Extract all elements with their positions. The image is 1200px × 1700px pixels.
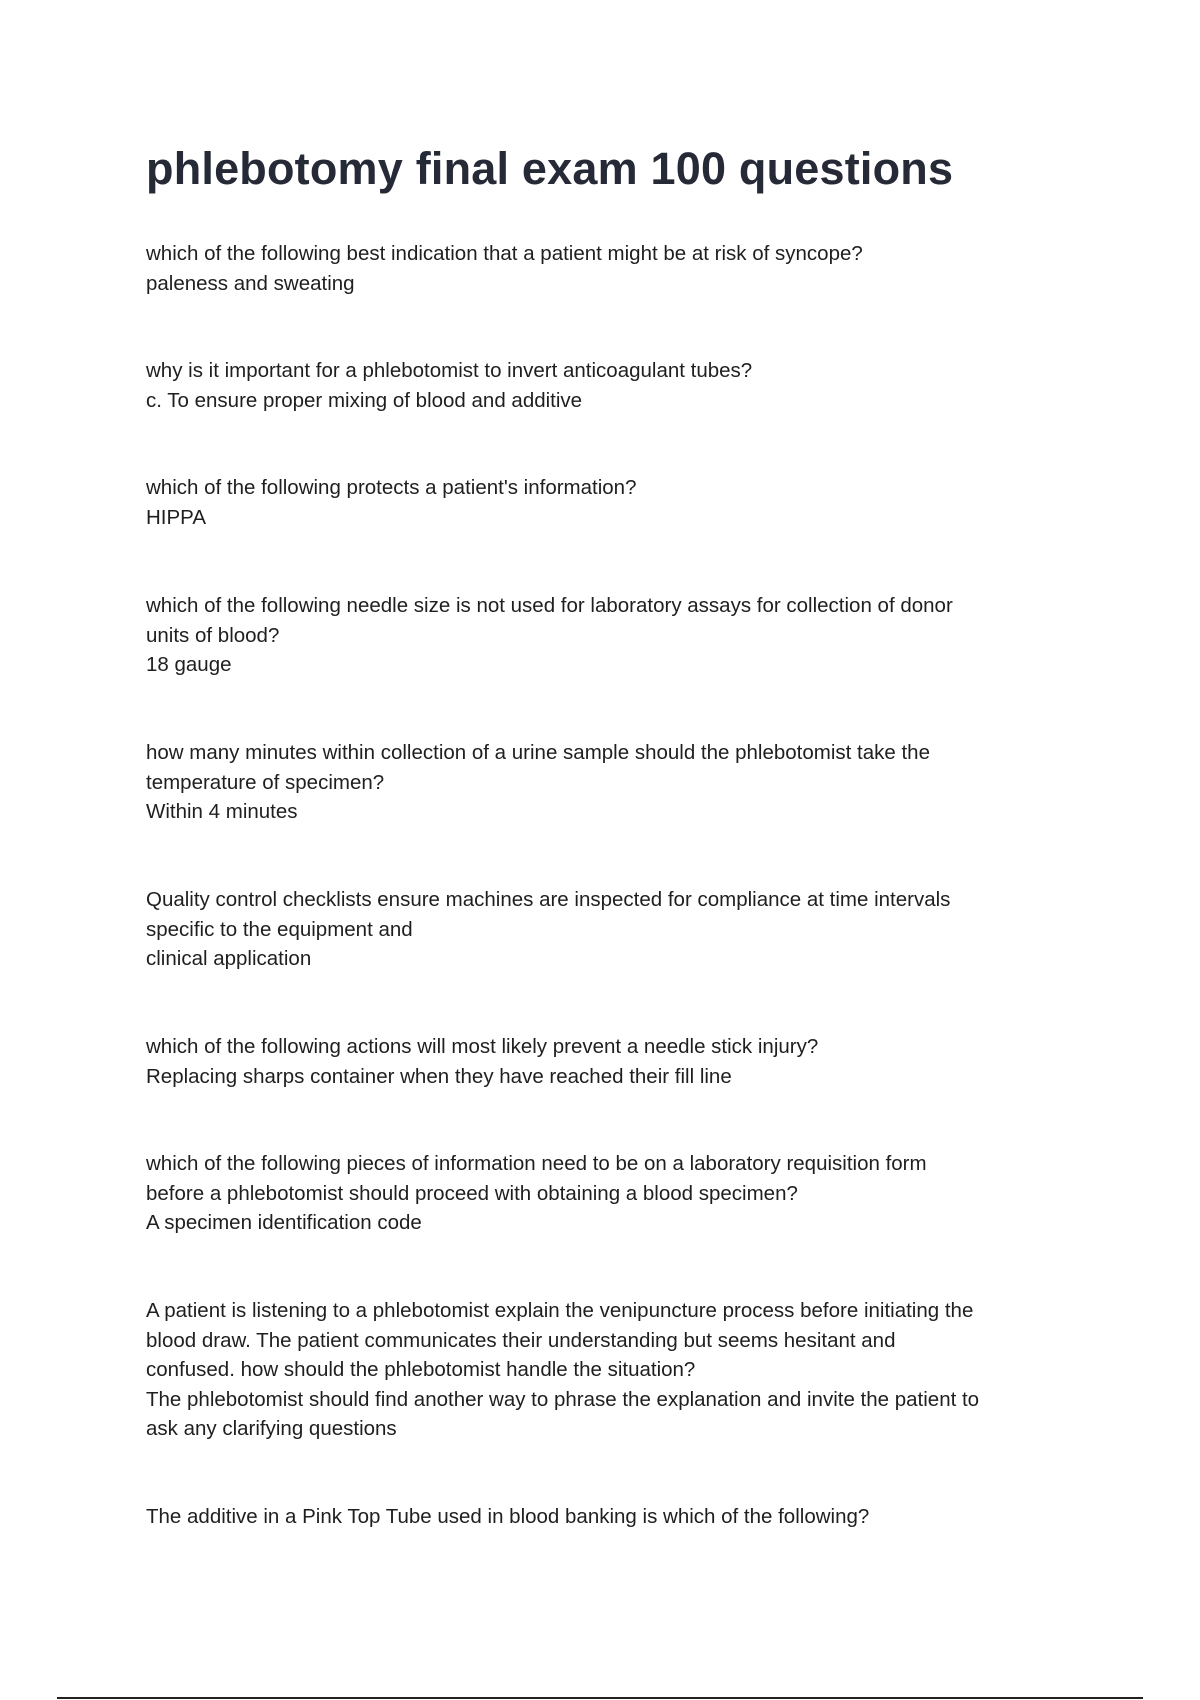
answer-text: c. To ensure proper mixing of blood and additive <box>146 388 583 412</box>
question-text: which of the following needle size is not used for laboratory assays for collection of donor units of blood? <box>146 594 953 647</box>
qa-item <box>146 1502 1066 1532</box>
question-text: which of the following actions will most likely prevent a needle stick injury? <box>146 1035 819 1058</box>
answer-text: clinical application <box>146 947 312 970</box>
question-text: why is it important for a phlebotomist to invert anticoagulant tubes? <box>146 359 753 382</box>
qa-item <box>146 885 1066 974</box>
answer-text: Within 4 minutes <box>146 800 298 823</box>
question-text: which of the following best indication that a patient might be at risk of syncope? <box>146 242 863 265</box>
answer-text: Replacing sharps container when they have reached their fill line <box>146 1064 732 1088</box>
question-text: which of the following protects a patient's information? <box>146 476 637 499</box>
question-text: which of the following pieces of information need to be on a laboratory requisition form before a phlebotomist should proceed with obtaining a blood specimen? <box>146 1152 927 1205</box>
qa-item <box>146 1149 1066 1238</box>
answer-text: HIPPA <box>146 505 206 529</box>
qa-item <box>146 356 1066 415</box>
qa-item <box>146 1296 1066 1444</box>
question-text: Quality control checklists ensure machines are inspected for compliance at time intervals specific to the equipment and <box>146 888 951 941</box>
answer-text: The phlebotomist should find another way to phrase the explanation and invite the patient to ask any clarifying questions <box>146 1387 980 1440</box>
qa-item <box>146 738 1066 827</box>
question-text: The additive in a Pink Top Tube used in blood banking is which of the following? <box>146 1505 870 1528</box>
document-title: phlebotomy final exam 100 questions <box>146 143 954 194</box>
qa-item <box>146 239 1066 298</box>
answer-text: 18 gauge <box>146 653 232 676</box>
answer-text: A specimen identification code <box>146 1211 422 1234</box>
qa-item <box>146 1032 1066 1091</box>
page-bottom-rule <box>57 1697 1143 1699</box>
question-text: A patient is listening to a phlebotomist explain the venipuncture process before initiating the blood draw. The patient communicates their understanding but seems hesitant and confused. how should the phlebotomist handle the situation? <box>146 1299 974 1381</box>
qa-item <box>146 591 1066 680</box>
answer-text: paleness and sweating <box>146 271 355 295</box>
qa-item <box>146 473 1066 532</box>
question-text: how many minutes within collection of a urine sample should the phlebotomist take the temperature of specimen? <box>146 741 930 794</box>
